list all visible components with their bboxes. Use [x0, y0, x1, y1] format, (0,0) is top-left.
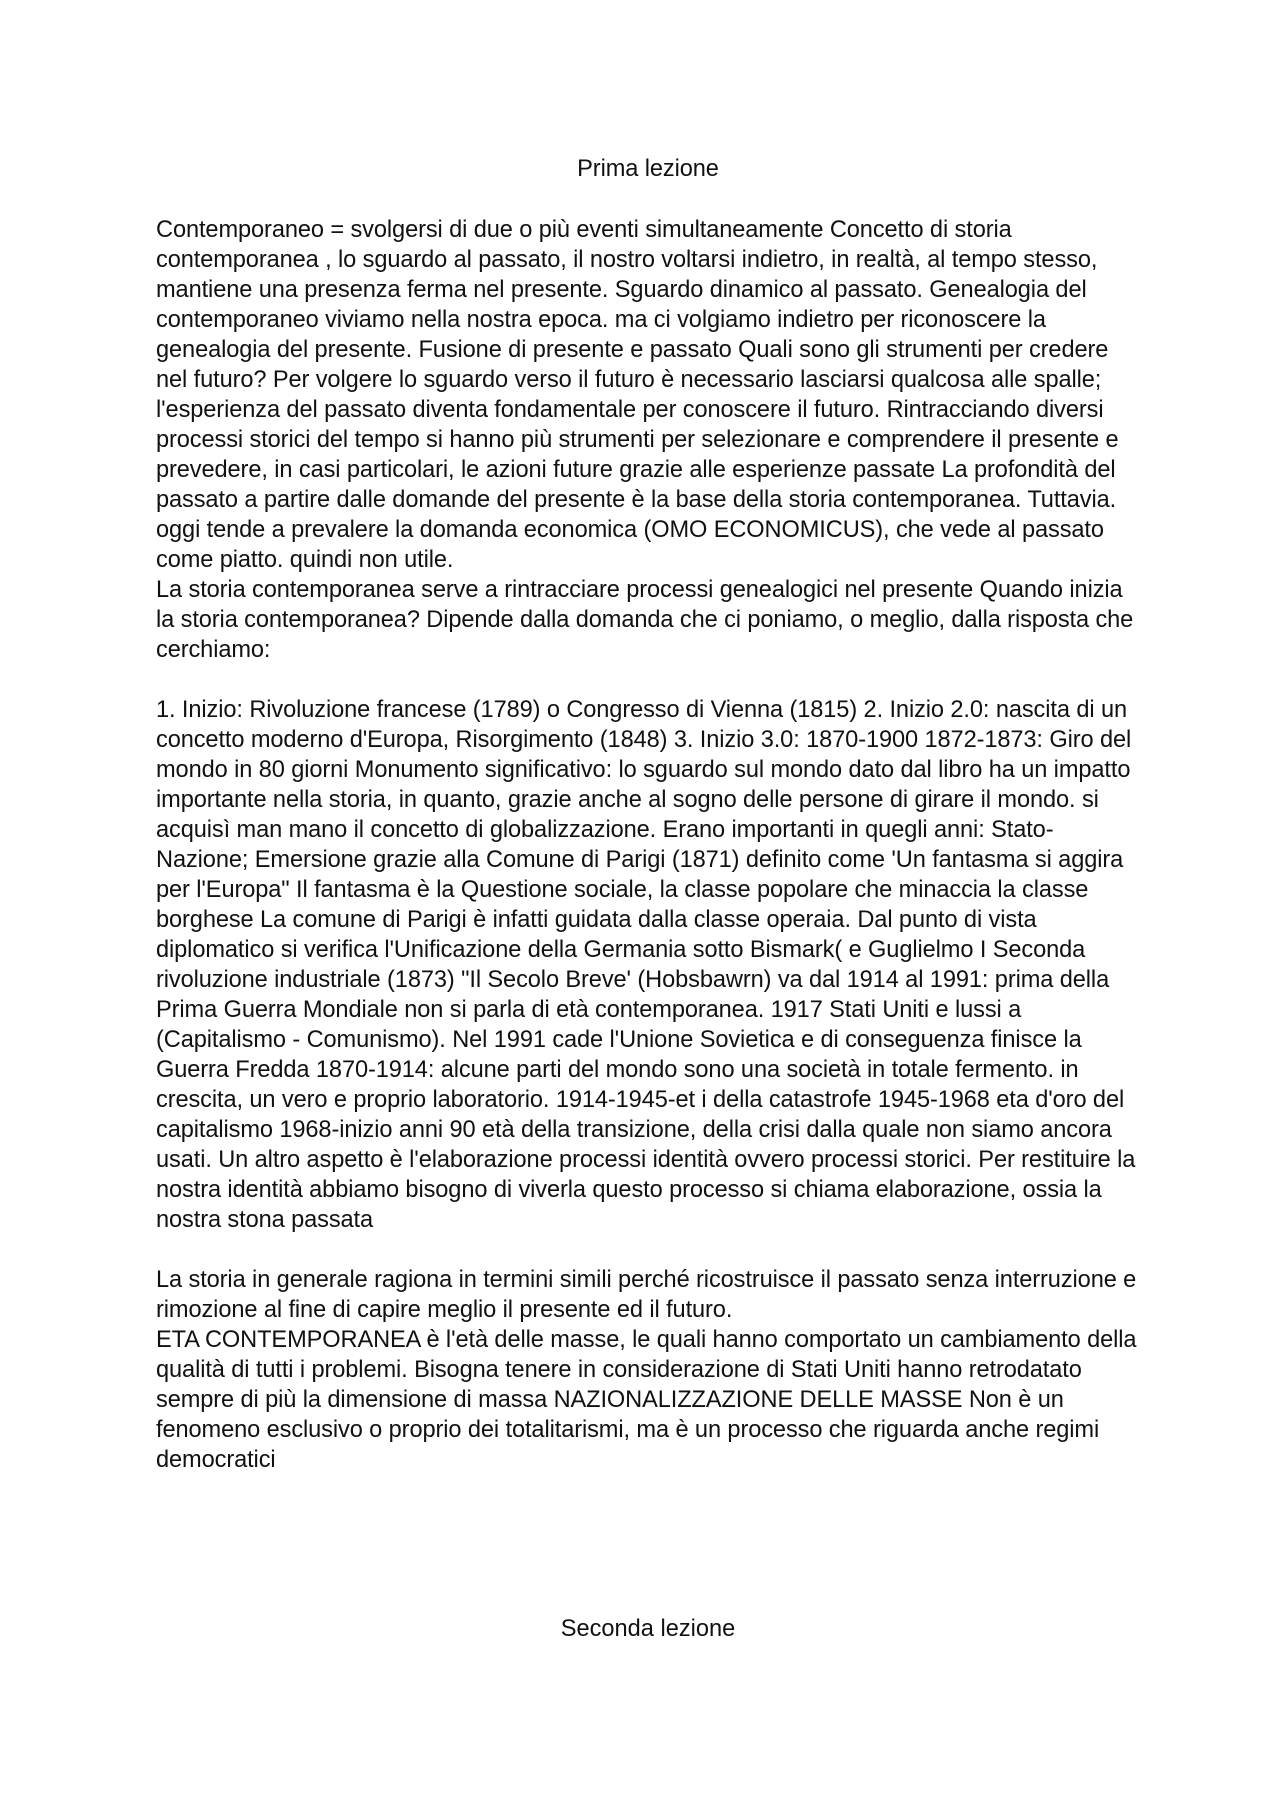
- lesson-title-second: Seconda lezione: [560, 1616, 736, 1642]
- paragraph-general-history: La storia in generale ragiona in termini simili perché ricostruisce il passato senza interruzione e rimozione al fine di capire meglio il presente ed il futuro.: [156, 1267, 1137, 1323]
- paragraph-periods: 1. Inizio: Rivoluzione francese (1789) o Congresso di Vienna (1815) 2. Inizio 2.0: nascita di un concetto moderno d'Europa, Risorgimento (1848) 3. Inizio 3.0: 1870-1900 1872-1873: Giro del mondo in 80 giorni Monumento significativo: lo sguardo sul mondo dato dal libro ha un impatto importante nella storia, in quanto, grazie anche al sogno delle persone di girare il mondo. si acquisì man mano il concetto di globalizzazione. Erano importanti in quegli anni: Stato-Nazione; Emersione grazie alla Comune di Parigi (1871) definito come 'Un fantasma si aggira per l'Europa" Il fantasma è la Questione sociale, la classe popolare che minaccia la classe borghese La comune di Parigi è infatti guidata dalla classe operaia. Dal punto di vista diplomatico si verifica l'Unificazione della Germania sotto Bismark( e Guglielmo I Seconda rivoluzione industriale (1873) "Il Secolo Breve' (Hobsbawrn) va dal 1914 al 1991: prima della Prima Guerra Mondiale non si parla di età contemporanea. 1917 Stati Uniti e lussi a (Capitalismo - Comunismo). Nel 1991 cade l'Unione Sovietica e di conseguenza finisce la Guerra Fredda 1870-1914: alcune parti del mondo sono una società in totale fermento. in crescita, un vero e proprio laboratorio. 1914-1945-et i della catastrofe 1945-1968 eta d'oro del capitalismo 1968-inizio anni 90 età della transizione, della crisi dalla quale non siamo ancora usati. Un altro aspetto è l'elaborazione processi identità ovvero processi storici. Per restituire la nostra identità abbiamo bisogno di viverla questo processo si chiama elaborazione, ossia la nostra stona passata: [156, 697, 1136, 1233]
- paragraph-gap: [156, 665, 1140, 695]
- paragraph-intro: Contemporaneo = svolgersi di due o più eventi simultaneamente Concetto di storia contemporanea , lo sguardo al passato, il nostro voltarsi indietro, in realtà, al tempo stesso, mantiene una presenza ferma nel presente. Sguardo dinamico al passato. Genealogia del contemporaneo viviamo nella nostra epoca. ma ci volgiamo indietro per riconoscere la genealogia del presente. Fusione di presente e passato Quali sono gli strumenti per credere nel futuro? Per volgere lo sguardo verso il futuro è necessario lasciarsi qualcosa alle spalle; l'esperienza del passato diventa fondamentale per conoscere il futuro. Rintracciando diversi processi storici del tempo si hanno più strumenti per selezionare e comprendere il presente e prevedere, in casi particolari, le azioni future grazie alle esperienze passate La profondità del passato a partire dalle domande del presente è la base della storia contemporanea. Tuttavia. oggi tende a prevalere la domanda economica (OMO ECONOMICUS), che vede al passato come piatto. quindi non utile.: [156, 217, 1119, 573]
- paragraph-gap: [156, 1235, 1140, 1265]
- document-page: [156, 154, 1140, 1475]
- paragraph-mass-age: ETA CONTEMPORANEA è l'età delle masse, le quali hanno comportato un cambiamento della qualità di tutti i problemi. Bisogna tenere in considerazione di Stati Uniti hanno retrodatato sempre di più la dimensione di massa NAZIONALIZZAZIONE DELLE MASSE Non è un fenomeno esclusivo o proprio dei totalitarismi, ma è un processo che riguarda anche regimi democratici: [156, 1327, 1137, 1473]
- paragraph-start-question: La storia contemporanea serve a rintracciare processi genealogici nel presente Quando inizia la storia contemporanea? Dipende dalla domanda che ci poniamo, o meglio, dalla risposta che cerchiamo:: [156, 577, 1134, 663]
- lesson-title-first: Prima lezione: [577, 156, 719, 182]
